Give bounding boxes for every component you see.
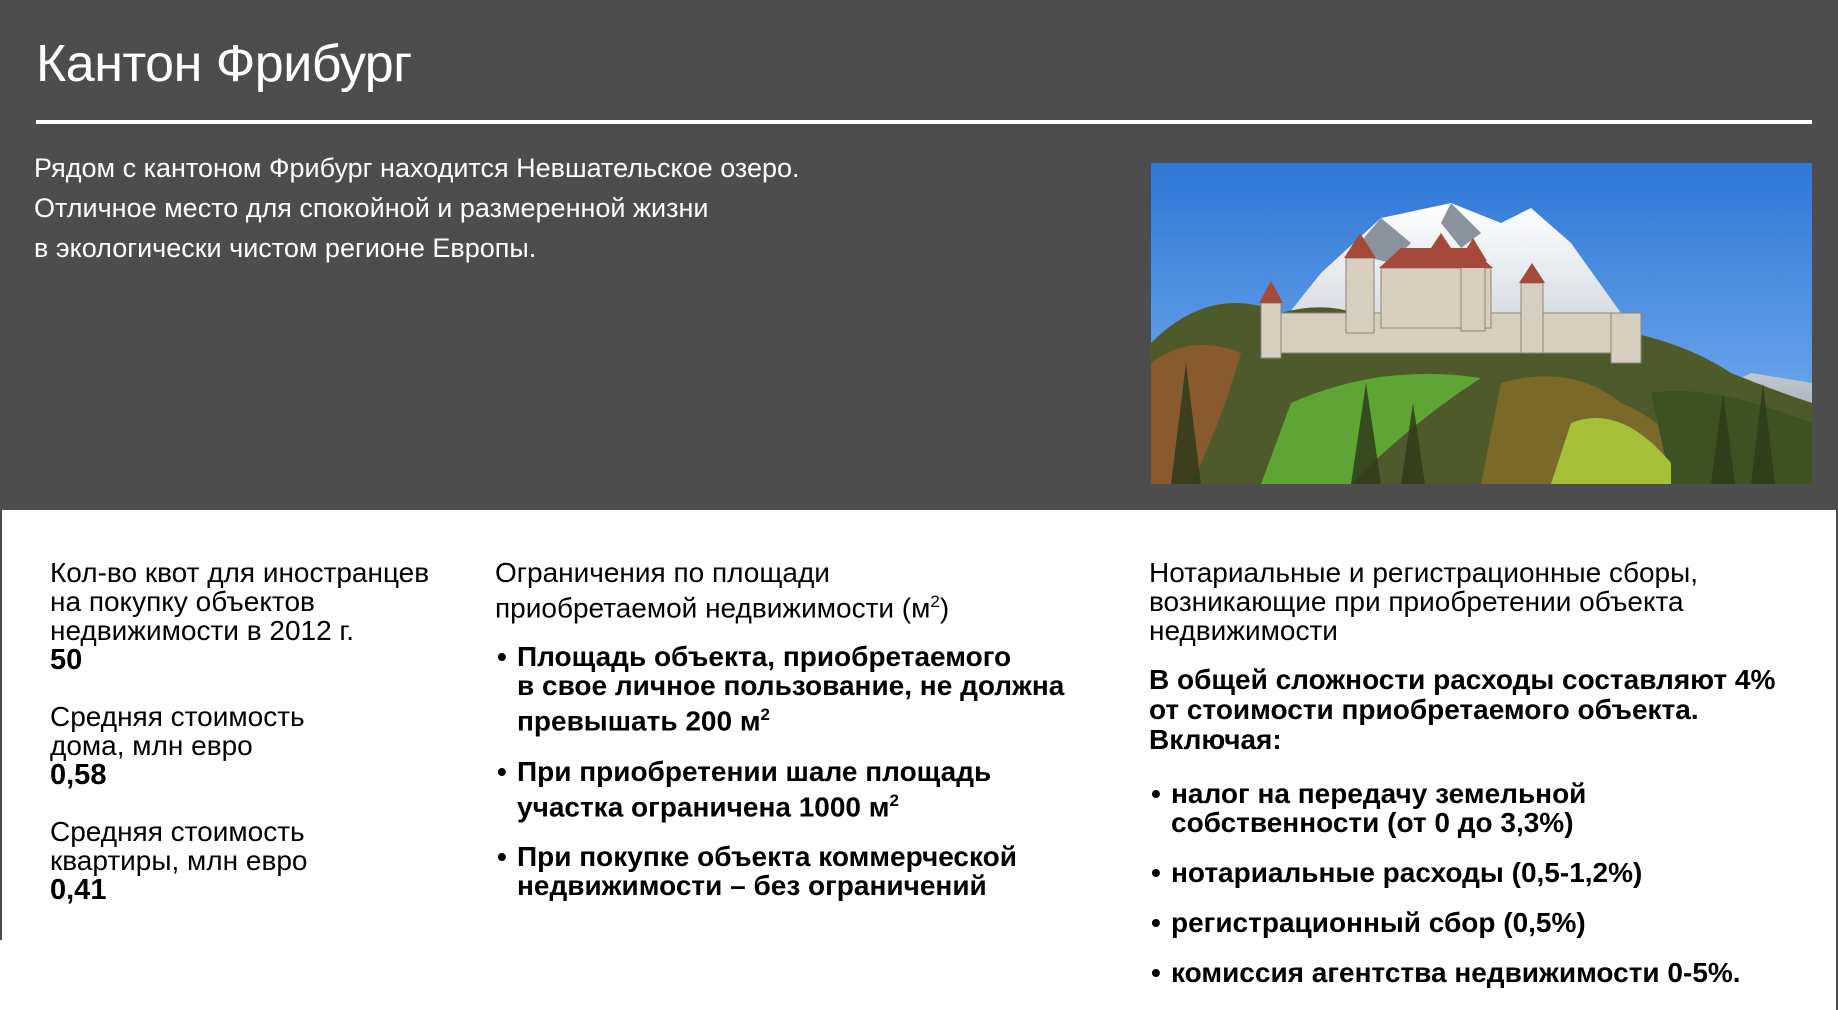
left-border xyxy=(0,510,2,940)
area-heading-sup: 2 xyxy=(930,592,940,611)
title-divider xyxy=(36,120,1812,124)
fees-lead xyxy=(1149,665,1819,755)
page-title: Кантон Фрибург xyxy=(36,35,412,93)
area-heading-line xyxy=(495,587,1115,622)
stat-label: квартиры, млн евро xyxy=(50,845,308,876)
list-item xyxy=(495,757,1115,821)
bullet-sup: 2 xyxy=(760,705,771,725)
stats-column xyxy=(50,558,470,932)
list-item xyxy=(1149,958,1819,987)
bullet-line: недвижимости – без ограничений xyxy=(517,869,987,901)
fees-heading-line: возникающие при приобретении объекта xyxy=(1149,586,1684,617)
area-heading-end: ) xyxy=(939,592,950,624)
bullet-line: • налог на передачу земельной xyxy=(1171,778,1587,809)
area-restrictions-column xyxy=(495,558,1115,921)
fees-lead-line: В общей сложности расходы составляют 4% xyxy=(1149,664,1776,695)
bullet-line xyxy=(517,786,1115,821)
intro-line: Отличное место для спокойной и размеренной жизни xyxy=(34,193,709,223)
stat-value: 50 xyxy=(50,644,83,676)
bullet-line: • При покупке объекта коммерческой xyxy=(517,840,1017,872)
fees-heading-line: Нотариальные и регистрационные сборы, xyxy=(1149,557,1699,588)
fees-heading-line: недвижимости xyxy=(1149,615,1338,646)
list-item xyxy=(1149,858,1819,887)
fees-bullet-list xyxy=(1149,779,1819,987)
intro-text xyxy=(34,148,1014,268)
bullet-line: • комиссия агентства недвижимости 0-5%. xyxy=(1171,957,1741,988)
area-heading-text: приобретаемой недвижимости (м xyxy=(495,592,931,624)
stat-label: недвижимости в 2012 г. xyxy=(50,615,355,646)
bullet-line xyxy=(517,700,1115,735)
stat-label: на покупку объектов xyxy=(50,586,315,617)
stat-apartment-price xyxy=(50,817,470,906)
area-heading-line: Ограничения по площади xyxy=(495,557,830,588)
bullet-line: в свое личное пользование, не должна xyxy=(517,670,1065,702)
fees-lead-line: от стоимости приобретаемого объекта. xyxy=(1149,694,1699,725)
list-item xyxy=(495,842,1115,900)
list-item xyxy=(1149,779,1819,837)
bullet-line: • Площадь объекта, приобретаемого xyxy=(517,641,1012,673)
intro-line: в экологически чистом регионе Европы. xyxy=(34,233,537,263)
list-item xyxy=(495,642,1115,735)
castle-photo xyxy=(1151,163,1812,484)
stat-value: 0,58 xyxy=(50,759,107,791)
area-heading xyxy=(495,558,1115,622)
area-bullet-list xyxy=(495,642,1115,900)
stat-label: дома, млн евро xyxy=(50,730,253,761)
bullet-sup: 2 xyxy=(889,790,899,810)
list-item xyxy=(1149,908,1819,937)
stat-label: Средняя стоимость xyxy=(50,816,305,847)
bullet-line: • нотариальные расходы (0,5-1,2%) xyxy=(1171,857,1643,888)
bullet-line: собственности (от 0 до 3,3%) xyxy=(1171,807,1574,838)
fees-lead-line: Включая: xyxy=(1149,724,1282,755)
stat-quota xyxy=(50,558,470,676)
fees-heading xyxy=(1149,558,1819,645)
stat-label: Кол-во квот для иностранцев xyxy=(50,557,430,588)
bullet-text: участка ограничена 1000 м xyxy=(517,790,890,822)
stat-label: Средняя стоимость xyxy=(50,701,305,732)
stat-value: 0,41 xyxy=(50,874,107,906)
bullet-line: • При приобретении шале площадь xyxy=(517,755,992,787)
bullet-line: • регистрационный сбор (0,5%) xyxy=(1171,907,1586,938)
bullet-text: превышать 200 м xyxy=(517,705,761,737)
intro-line: Рядом с кантоном Фрибург находится Невшательское озеро. xyxy=(34,153,800,183)
stat-house-price xyxy=(50,702,470,791)
fees-column xyxy=(1149,558,1819,1008)
